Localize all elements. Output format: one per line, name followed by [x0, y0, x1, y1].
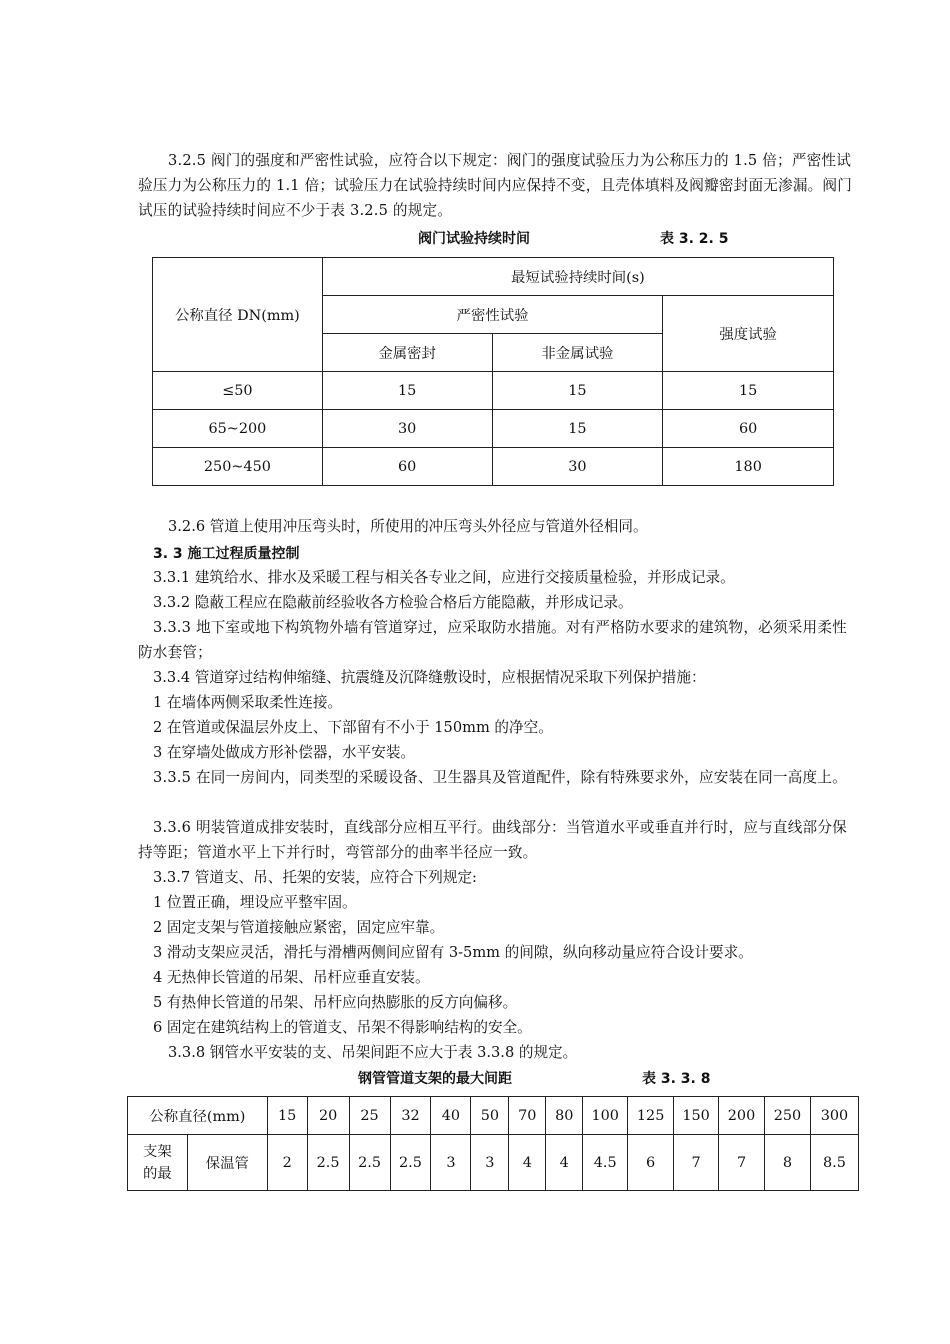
cell-spacing: 2 [267, 1135, 307, 1191]
row-label-line: 支架 [143, 1143, 172, 1160]
cell-diameter: 80 [546, 1097, 583, 1135]
cell-diameter: 125 [628, 1097, 674, 1135]
row-label [128, 1135, 188, 1191]
list-item: 5 有热伸长管道的吊架、吊杆应向热膨胀的反方向偏移。 [153, 994, 518, 1011]
cell-diameter: 150 [674, 1097, 719, 1135]
list-item: 2 固定支架与管道接触应紧密，固定应牢靠。 [153, 919, 445, 936]
list-item: 1 在墙体两侧采取柔性连接。 [153, 694, 343, 711]
table-3-2-5-title: 阀门试验持续时间 [418, 231, 530, 247]
cell-spacing: 2.5 [390, 1135, 431, 1191]
table-row [153, 372, 834, 410]
cell-diameter: 32 [390, 1097, 431, 1135]
cell-diameter: 250 [764, 1097, 810, 1135]
cell-spacing: 4 [546, 1135, 583, 1191]
cell-strength: 60 [663, 410, 834, 448]
paragraph-3-3-8: 3.3.8 钢管水平安装的支、吊架间距不应大于表 3.3.8 的规定。 [168, 1044, 578, 1061]
paragraph-3-3-2: 3.3.2 隐蔽工程应在隐蔽前经验收各方检验合格后方能隐蔽，并形成记录。 [153, 594, 633, 611]
paragraph-3-3-6: 3.3.6 明装管道成排安装时，直线部分应相互平行。曲线部分：当管道水平或垂直并行时，应与直线部分保持等距；管道水平上下并行时，弯管部分的曲率半径应一致。 [138, 819, 847, 861]
cell-diameter: 50 [471, 1097, 509, 1135]
header-metal-seal: 金属密封 [322, 334, 492, 372]
cell-spacing: 3 [431, 1135, 471, 1191]
cell-spacing: 3 [471, 1135, 509, 1191]
list-item: 4 无热伸长管道的吊架、吊杆应垂直安装。 [153, 969, 430, 986]
header-min-time: 最短试验持续时间(s) [322, 258, 833, 296]
paragraph-3-3-4: 3.3.4 管道穿过结构伸缩缝、抗震缝及沉降缝敷设时，应根据情况采取下列保护措施： [153, 669, 706, 686]
cell-diameter: 300 [810, 1097, 858, 1135]
list-item: 1 位置正确，埋设应平整牢固。 [153, 894, 357, 911]
cell-diameter: 40 [431, 1097, 471, 1135]
cell-strength: 15 [663, 372, 834, 410]
paragraph-3-3-3: 3.3.3 地下室或地下构筑物外墙有管道穿过，应采取防水措施。对有严格防水要求的建筑物，必须采用柔性防水套管； [138, 619, 847, 661]
paragraph-3-2-6: 3.2.6 管道上使用冲压弯头时，所使用的冲压弯头外径应与管道外径相同。 [168, 518, 648, 535]
paragraph-3-2-5: 3.2.5 阀门的强度和严密性试验，应符合以下规定：阀门的强度试验压力为公称压力的 1.5 倍；严密性试验压力为公称压力的 1.1 倍；试验压力在试验持续时间内应保持不变，且壳体填料及阀瓣密封面无渗漏。阀门试压的试验持续时间应不少于表 3.2.5 的规定。 [138, 152, 853, 219]
cell-diameter: 100 [583, 1097, 628, 1135]
table-row [153, 410, 834, 448]
cell-spacing: 7 [719, 1135, 765, 1191]
pipe-support-spacing-table [127, 1096, 859, 1191]
valve-test-duration-table [152, 257, 834, 486]
cell-spacing: 4 [509, 1135, 546, 1191]
cell-nonmetal: 15 [492, 372, 663, 410]
cell-strength: 180 [663, 448, 834, 486]
list-item: 6 固定在建筑结构上的管道支、吊架不得影响结构的安全。 [153, 1019, 532, 1036]
cell-dn: ≤50 [153, 372, 323, 410]
cell-spacing: 8 [764, 1135, 810, 1191]
list-item: 2 在管道或保温层外皮上、下部留有不小于 150mm 的净空。 [153, 719, 553, 736]
cell-dn: 65~200 [153, 410, 323, 448]
cell-diameter: 200 [719, 1097, 765, 1135]
cell-spacing: 2.5 [307, 1135, 349, 1191]
table-3-2-5-number: 表 3. 2. 5 [660, 231, 729, 247]
cell-metal: 30 [322, 410, 492, 448]
paragraph-3-3-7: 3.3.7 管道支、吊、托架的安装，应符合下列规定: [153, 869, 477, 886]
insulated-label: 保温管 [187, 1135, 267, 1191]
table-row [153, 448, 834, 486]
table-3-3-8-number: 表 3. 3. 8 [642, 1071, 711, 1087]
header-tightness: 严密性试验 [322, 296, 662, 334]
cell-spacing: 4.5 [583, 1135, 628, 1191]
cell-spacing: 2.5 [349, 1135, 390, 1191]
cell-metal: 15 [322, 372, 492, 410]
paragraph-3-3-5: 3.3.5 在同一房间内，同类型的采暖设备、卫生器具及管道配件，除有特殊要求外，应安装在同一高度上。 [153, 769, 847, 786]
cell-diameter: 70 [509, 1097, 546, 1135]
header-dn: 公称直径(mm) [128, 1097, 268, 1135]
cell-diameter: 15 [267, 1097, 307, 1135]
row-label-line: 的最 [143, 1165, 172, 1182]
cell-spacing: 8.5 [810, 1135, 858, 1191]
paragraph-3-3-1: 3.3.1 建筑给水、排水及采暖工程与相关各专业之间，应进行交接质量检验，并形成记录。 [153, 569, 735, 586]
cell-diameter: 25 [349, 1097, 390, 1135]
table-3-3-8-title: 钢管管道支架的最大间距 [358, 1071, 512, 1087]
cell-spacing: 7 [674, 1135, 719, 1191]
header-strength: 强度试验 [663, 296, 834, 372]
list-item: 3 在穿墙处做成方形补偿器，水平安装。 [153, 744, 416, 761]
cell-nonmetal: 30 [492, 448, 663, 486]
cell-diameter: 20 [307, 1097, 349, 1135]
cell-spacing: 6 [628, 1135, 674, 1191]
cell-metal: 60 [322, 448, 492, 486]
header-dn: 公称直径 DN(mm) [153, 258, 323, 372]
section-heading-3-3: 3. 3 施工过程质量控制 [153, 546, 300, 562]
header-nonmetal: 非金属试验 [492, 334, 663, 372]
list-item: 3 滑动支架应灵活，滑托与滑槽两侧间应留有 3-5mm 的间隙，纵向移动量应符合设计要求。 [153, 944, 753, 961]
cell-nonmetal: 15 [492, 410, 663, 448]
cell-dn: 250~450 [153, 448, 323, 486]
